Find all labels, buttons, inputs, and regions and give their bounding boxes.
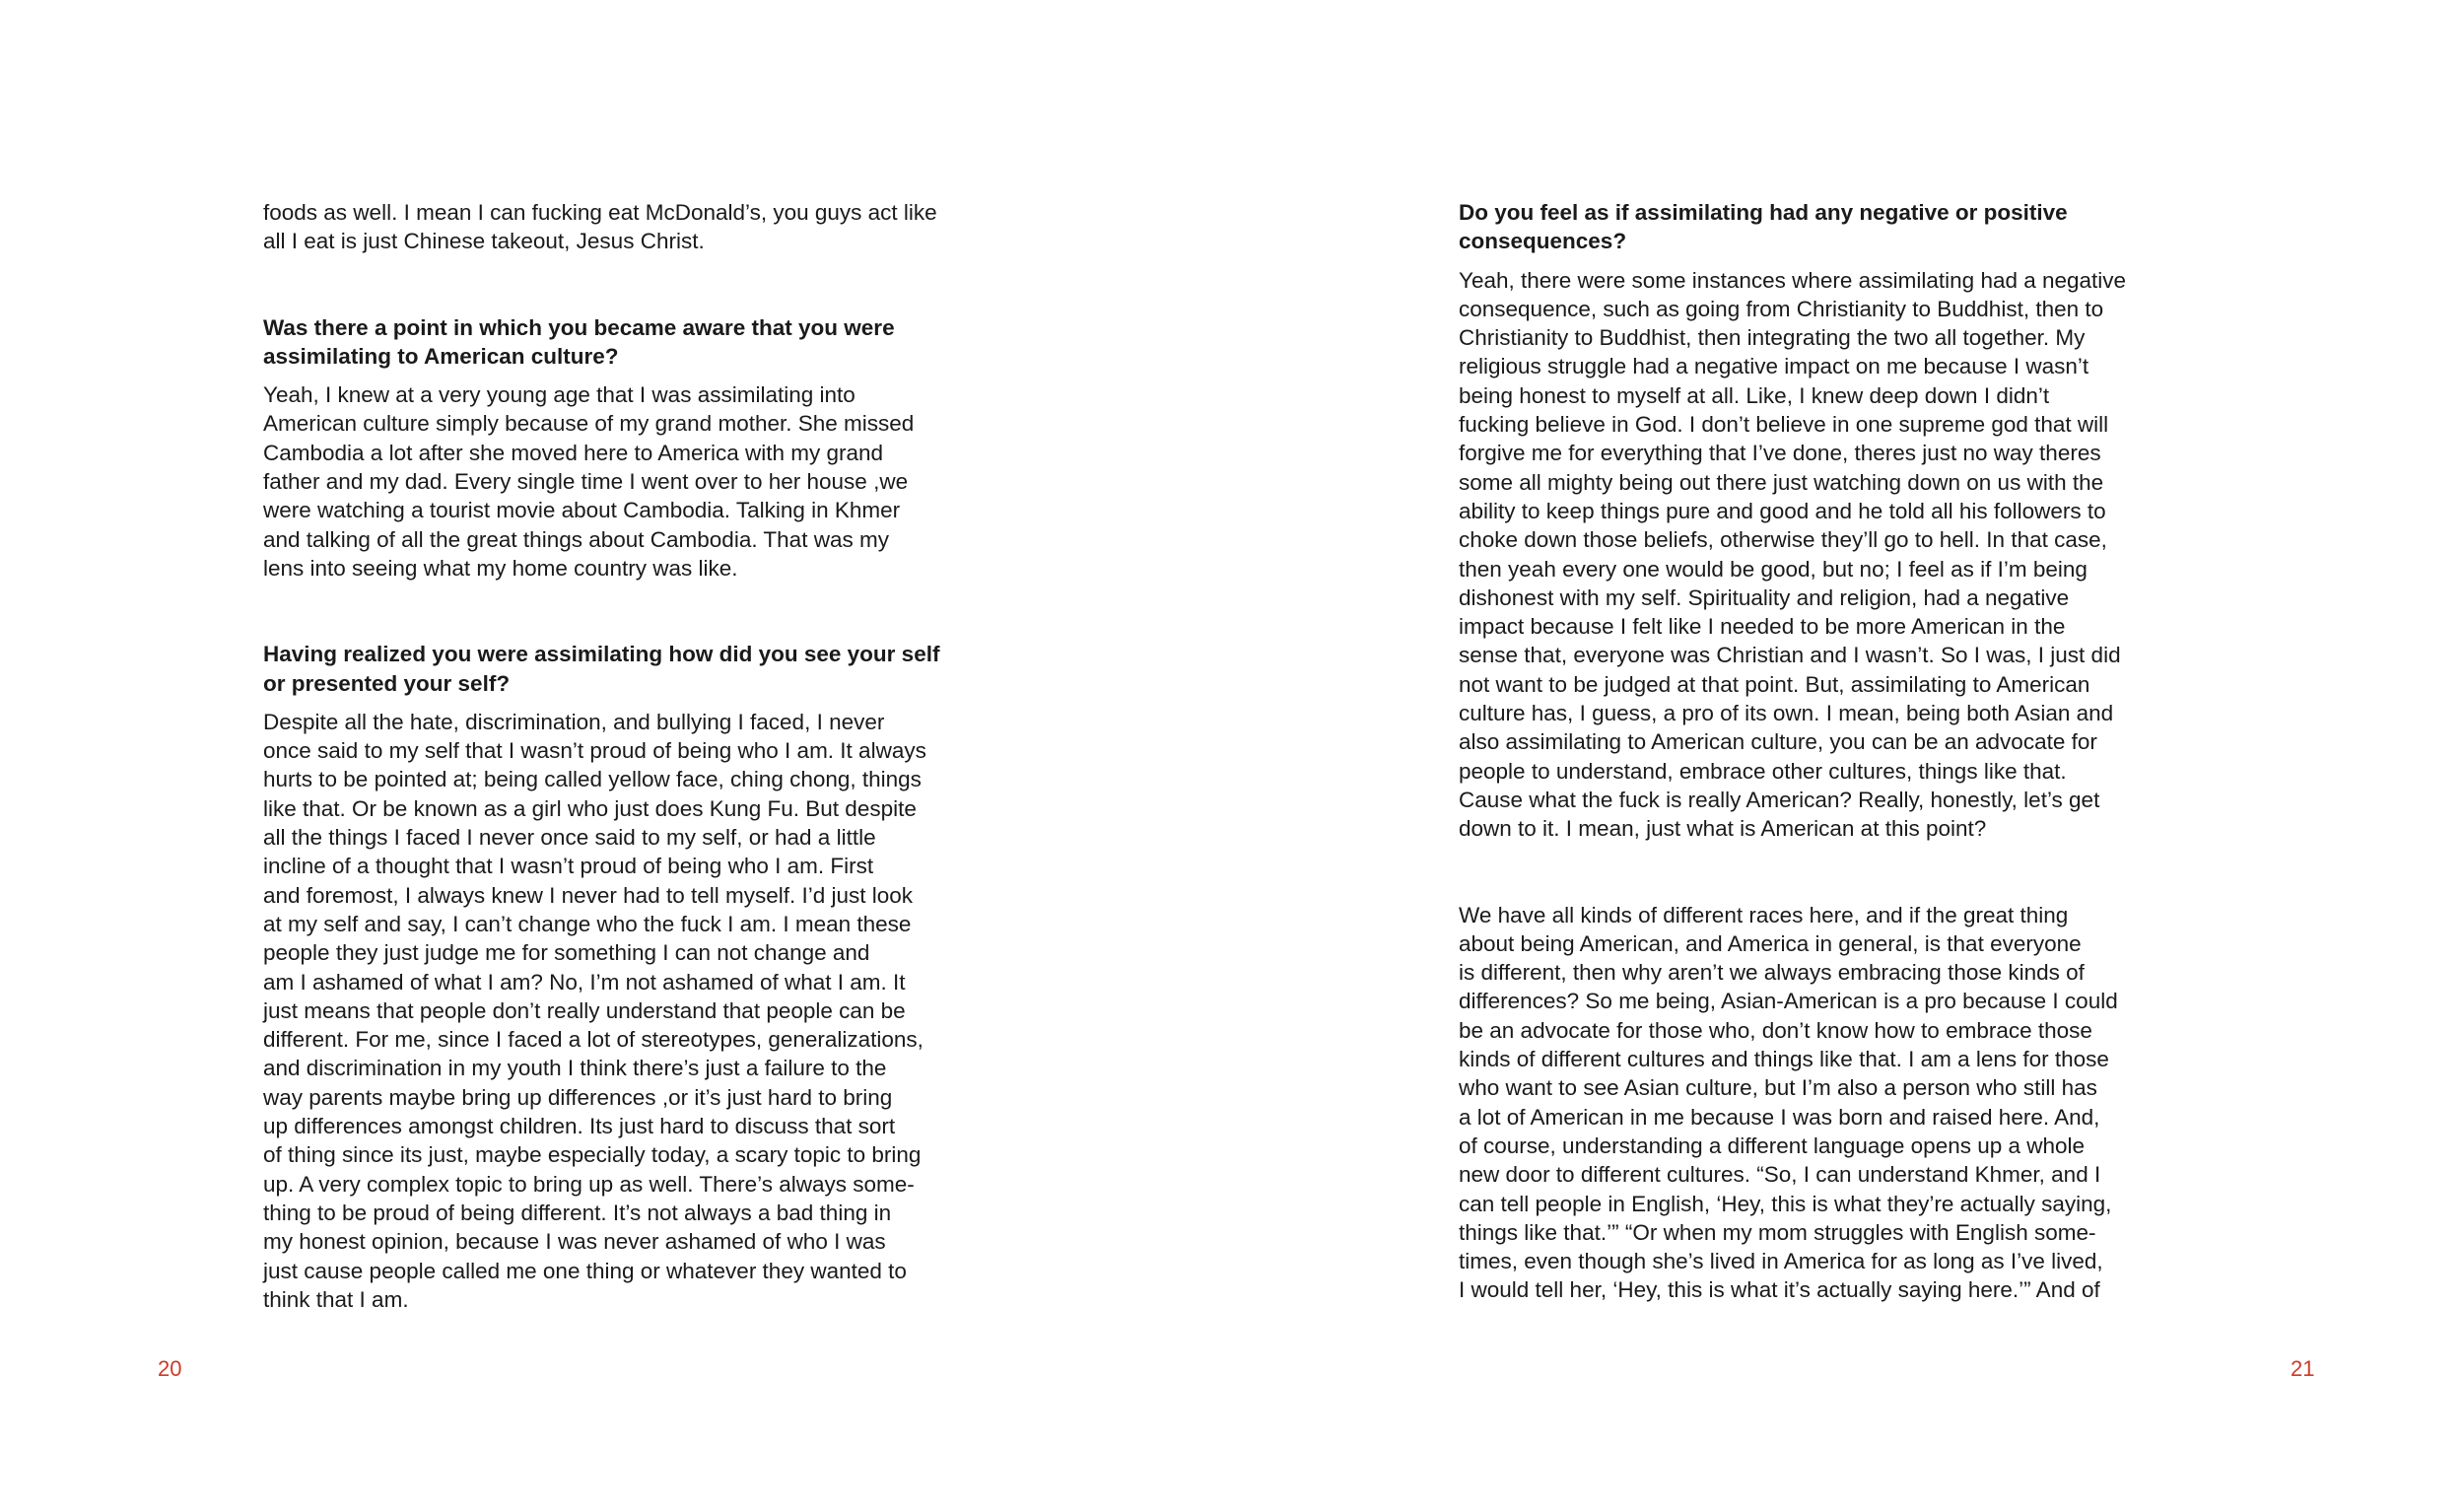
- section-spacer: [263, 256, 1071, 313]
- question-heading: Do you feel as if assimilating had any negative or positive consequences?: [1459, 200, 2068, 254]
- question-heading: Having realized you were assimilating how did you see your self or presented your self?: [263, 642, 940, 696]
- page-number: 20: [158, 1356, 182, 1381]
- page-number: 21: [2291, 1356, 2315, 1381]
- left-page-text-column: [263, 198, 1071, 1314]
- answer-paragraph: Yeah, I knew at a very young age that I was assimilating into American culture simply because of my grand mother. She missed Cambodia a lot after she moved here to America with my grand father and my dad. Every single time I went over to her house ,we were watching a tourist movie about Cambodia. Talking in Khmer and talking of all the great things about Cambodia. That was my lens into seeing what my home country was like.: [263, 382, 915, 581]
- question-heading: Was there a point in which you became aware that you were assimilating to American culture?: [263, 314, 895, 369]
- section-spacer: [263, 583, 1071, 640]
- intro-paragraph: foods as well. I mean I can fucking eat McDonald’s, you guys act like all I eat is just Chinese takeout, Jesus Christ.: [263, 200, 937, 254]
- answer-paragraph: We have all kinds of different races here, and if the great thing about being American, and America in general, is that everyone is different, then why aren’t we always embracing those kinds of differences? So me being, Asian-American is a pro because I could be an advocate for those who, don’t know how to embrace those kinds of different cultures and things like that. I am a lens for those who want to see Asian culture, but I’m also a person who still has a lot of American in me because I was born and raised here. And, of course, understanding a different language opens up a whole new door to different cultures. “So, I can understand Khmer, and I can tell people in English, ‘Hey, this is what they’re actually saying, things like that.’” “Or when my mom struggles with English some- times, even though she’s lived in America for as long as I’ve lived, I would tell her, ‘Hey, this is what it’s actually saying here.’” And of: [1459, 902, 2118, 1303]
- right-page-text-column: [1459, 198, 2277, 1305]
- section-spacer: [1459, 844, 2277, 901]
- answer-paragraph: Despite all the hate, discrimination, and bullying I faced, I never once said to my self that I wasn’t proud of being who I am. It always hurts to be pointed at; being called yellow face, ching chong, things like that. Or be known as a girl who just does Kung Fu. But despite all the things I faced I never once said to my self, or had a little incline of a thought that I wasn’t proud of being who I am. First and foremost, I always knew I never had to tell myself. I’d just look at my self and say, I can’t change who the fuck I am. I mean these people they just judge me for something I can not change and am I ashamed of what I am? No, I’m not ashamed of what I am. It just means that people don’t really understand that people can be different. For me, since I faced a lot of stereotypes, generalizations, and discrimination in my youth I think there’s just a failure to the way parents maybe bring up differences ,or it’s just hard to bring up differences amongst children. Its just hard to discuss that sort of thing since its just, maybe especially today, a scary topic to bring up. A very complex topic to bring up as well. There’s always some- thing to be proud of being different. It’s not always a bad thing in my honest opinion, because I was never ashamed of who I was just cause people called me one thing or whatever they wanted to think that I am.: [263, 709, 926, 1312]
- answer-paragraph: Yeah, there were some instances where assimilating had a negative consequence, such as going from Christianity to Buddhist, then to Christianity to Buddhist, then integrating the two all together. My religious struggle had a negative impact on me because I wasn’t being honest to myself at all. Like, I knew deep down I didn’t fucking believe in God. I don’t believe in one supreme god that will forgive me for everything that I’ve done, theres just no way theres some all mighty being out there just watching down on us with the ability to keep things pure and good and he told all his followers to choke down those beliefs, otherwise they’ll go to hell. In that case, then yeah every one would be good, but no; I feel as if I’m being dishonest with my self. Spirituality and religion, had a negative impact because I felt like I needed to be more American in the sense that, everyone was Christian and I wasn’t. So I was, I just did not want to be judged at that point. But, assimilating to American culture has, I guess, a pro of its own. I mean, being both Asian and also assimilating to American culture, you can be an advocate for people to understand, embrace other cultures, things like that. Cause what the fuck is really American? Really, honestly, let’s get down to it. I mean, just what is American at this point?: [1459, 267, 2127, 842]
- right-page: [1232, 0, 2464, 1510]
